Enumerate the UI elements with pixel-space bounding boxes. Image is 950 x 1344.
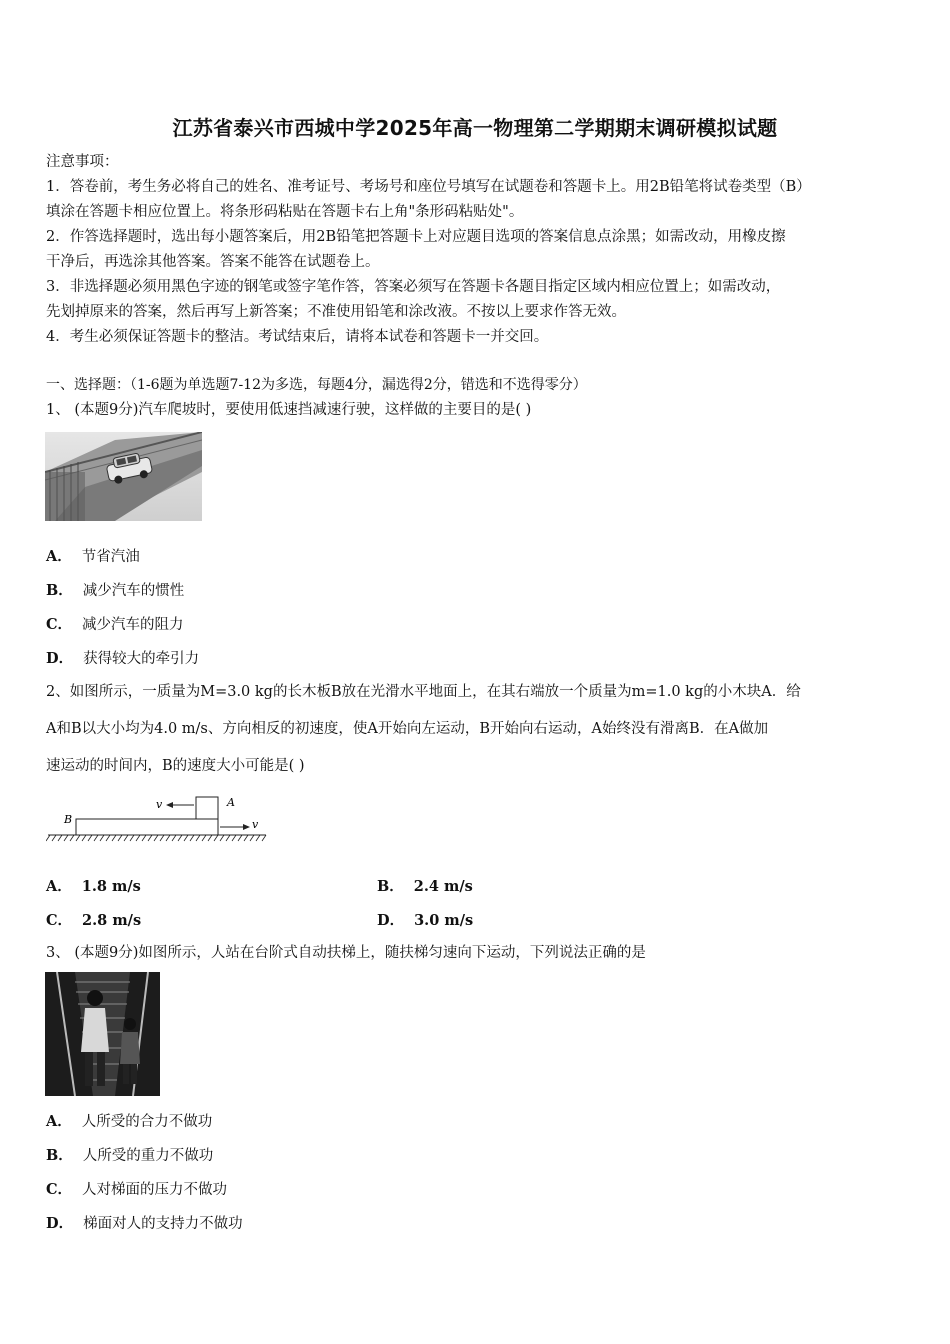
- q1-option-d: D． 获得较大的牵引力: [46, 650, 200, 667]
- label-b: B: [64, 813, 73, 826]
- board-b: [76, 819, 218, 835]
- notice-line: 1．答卷前，考生务必将自己的姓名、准考证号、考场号和座位号填写在试题卷和答题卡上。用2B铅笔将试卷类型（B）: [46, 179, 811, 195]
- label-v-right: v: [252, 818, 259, 831]
- label-v-left: v: [156, 798, 163, 811]
- q1-option-c: C． 减少汽车的阻力: [46, 616, 184, 633]
- notice-line: 3．非选择题必须用黑色字迹的钢笔或签字笔作答，答案必须写在答题卡各题目指定区域内相应位置上；如需改动，: [46, 279, 781, 295]
- q1-option-b: B． 减少汽车的惯性: [46, 582, 185, 599]
- label-a: A: [227, 796, 235, 809]
- q2-board-block-diagram: [46, 790, 268, 846]
- page-title: 江苏省泰兴市西城中学2025年高一物理第二学期期末调研模拟试题: [172, 116, 778, 140]
- notice-line: 先划掉原来的答案，然后再写上新答案；不准使用铅笔和涂改液。不按以上要求作答无效。: [46, 304, 626, 320]
- q2-option-b: B． 2.4 m/s: [377, 878, 473, 895]
- block-a: [196, 797, 218, 819]
- question-3-stem: 3、 (本题9分)如图所示，人站在台阶式自动扶梯上，随扶梯匀速向下运动，下列说法正确的是: [46, 945, 646, 961]
- notice-line: 4．考生必须保证答题卡的整洁。考试结束后，请将本试卷和答题卡一并交回。: [46, 329, 549, 345]
- q3-option-b: B． 人所受的重力不做功: [46, 1147, 214, 1164]
- notice-line: 2．作答选择题时，选出每小题答案后，用2B铅笔把答题卡上对应题目选项的答案信息点涂黑；如需改动，用橡皮擦: [46, 229, 786, 245]
- q3-option-a: A． 人所受的合力不做功: [46, 1113, 213, 1130]
- section-heading: 一、选择题：（1-6题为单选题7-12为多选，每题4分，漏选得2分，错选和不选得零分）: [46, 377, 587, 393]
- q3-option-d: D． 梯面对人的支持力不做功: [46, 1215, 243, 1232]
- question-1-stem: 1、 (本题9分)汽车爬坡时，要使用低速挡减速行驶，这样做的主要目的是( ): [46, 402, 532, 418]
- notice-line: 干净后，再选涂其他答案。答案不能答在试题卷上。: [46, 254, 380, 270]
- question-2-line: A和B以大小均为4.0 m/s、方向相反的初速度，使A开始向左运动，B开始向右运动，A始终没有滑离B．在A做加: [46, 721, 769, 737]
- notice-line: 填涂在答题卡相应位置上。将条形码粘贴在答题卡右上角"条形码粘贴处"。: [46, 204, 524, 220]
- notice-heading: 注意事项：: [46, 154, 119, 170]
- q1-car-uphill-photo: [45, 432, 202, 521]
- question-2-line: 速运动的时间内，B的速度大小可能是( ): [46, 758, 305, 774]
- q3-option-c: C． 人对梯面的压力不做功: [46, 1181, 228, 1198]
- question-2-line: 2、如图所示，一质量为M=3.0 kg的长木板B放在光滑水平地面上，在其右端放一个质量为m=1.0 kg的小木块A．给: [46, 684, 801, 700]
- q1-option-a: A． 节省汽油: [46, 548, 140, 565]
- q2-option-a: A． 1.8 m/s: [46, 878, 141, 895]
- q2-option-d: D． 3.0 m/s: [377, 912, 474, 929]
- q2-option-c: C． 2.8 m/s: [46, 912, 142, 929]
- q3-escalator-photo: [45, 972, 160, 1096]
